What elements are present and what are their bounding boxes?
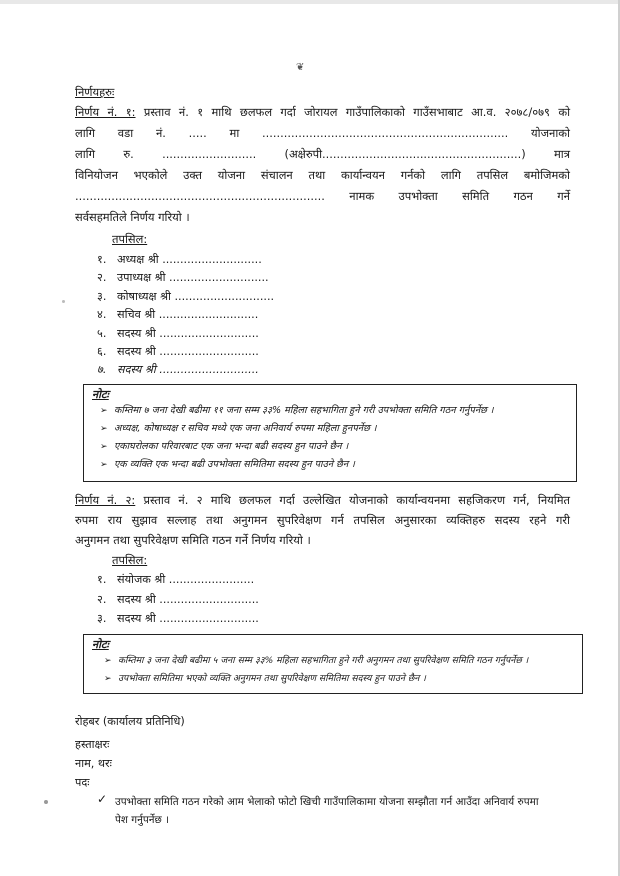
decision2-line3: अनुगमन तथा सुपरिवेक्षण समिति गठन गर्ने निर्णय गरियो । [75, 533, 311, 547]
decision2-line2: रुपमा राय सुझाव सल्लाह तथा अनुगमन सुपरिवेक्षण गर्न तपसिल अनुसारका व्यक्तिहरु सदस्य रहने गरी [75, 513, 570, 527]
decision1-line3: लागि रु. .......................... (अक्षेरुपी.......................................................) मात्र [75, 147, 570, 161]
note-title: नोटः [92, 638, 109, 651]
final-note-line1: उपभोक्ता समिति गठन गरेको आम भेलाको फोटो खिची गाउँपालिकामा योजना सम्झौता गर्न आउँदा अनिवार्य रुपमा [115, 796, 539, 808]
decision1-line1 [75, 104, 570, 120]
member-row: ३. कोषाध्यक्ष श्री ............................ [97, 290, 275, 303]
member-row: ५. सदस्य श्री ............................ [97, 327, 259, 340]
scan-edge [0, 0, 620, 4]
signature-label: हस्ताक्षरः [75, 738, 110, 751]
scan-speck [62, 300, 65, 303]
note-item: ➢ अध्यक्ष, कोषाध्यक्ष र सचिव मध्ये एक जना अनिवार्य रुपमा महिला हुनपर्नेछ । [100, 423, 377, 434]
name-label: नाम, थरः [75, 757, 112, 770]
tapsil-label: तपसिल: [112, 553, 148, 567]
note-item: ➢ उपभोक्ता समितिमा भएको व्यक्ति अनुगमन तथा सुपरिवेक्षण समितिमा सदस्य हुन पाउने छैन । [104, 673, 426, 684]
arrow-icon: ➢ [104, 674, 112, 684]
note-item: ➢ एक व्यक्ति एक भन्दा बढी उपभोक्ता समितिमा सदस्य हुन पाउने छैन । [100, 459, 355, 470]
decision2-label: निर्णय नं. २: [75, 493, 136, 507]
scan-speck: ❦ [296, 62, 305, 73]
tapsil-label: तपसिल: [112, 232, 148, 246]
member-row: १. अध्यक्ष श्री ............................ [97, 253, 262, 266]
checkmark-icon: ✓ [97, 792, 108, 806]
decision1-line2: लागि वडा नं. ..... मा .................................................................... योजनाको [75, 126, 570, 140]
decision1-text: प्रस्ताव नं. १ माथि छलफल गर्दा जोरायल गाउँपालिकाको गाउँसभाबाट आ.व. २०७८/०७९ को [143, 105, 571, 119]
decision1-line5: ..................................................................... नामक उपभोक्ता समिति गठन गर्ने [75, 189, 570, 203]
rohbar-title: रोहबर (कार्यालय प्रतिनिधि) [75, 715, 185, 728]
arrow-icon: ➢ [100, 406, 108, 416]
arrow-icon: ➢ [100, 424, 108, 434]
member-row: ७. सदस्य श्री ............................ [97, 363, 259, 376]
arrow-icon: ➢ [104, 656, 112, 666]
monitor-member-row: २. सदस्य श्री ............................ [97, 593, 259, 606]
decision1-line4: विनियोजन भएकोले उक्त योजना संचालन तथा कार्यान्वयन गर्नको लागि तपसिल बमोजिमको [75, 168, 570, 182]
note-item: ➢ एकाघरोलका परिवारबाट एक जना भन्दा बढी सदस्य हुन पाउने छैन । [100, 441, 349, 452]
decision2-text: प्रस्ताव नं. २ माथि छलफल गर्दा उल्लेखित योजनाको कार्यान्वयनमा सहजिकरण गर्न, नियमित [143, 493, 570, 507]
arrow-icon: ➢ [100, 460, 108, 470]
member-row: २. उपाध्यक्ष श्री ............................ [97, 271, 269, 284]
note-item: ➢ कम्तिमा ३ जना देखी बढीमा ५ जना सम्म ३३% महिला सहभागिता हुने गरी अनुगमन तथा सुपरिवेक्षण समिति गठन गर्नुपर्नेछ । [104, 655, 529, 666]
decision1-line6: सर्वसहमतिले निर्णय गरियो । [75, 210, 190, 224]
note-title: नोटः [92, 388, 109, 401]
note-item: ➢ कम्तिमा ७ जना देखी बढीमा ११ जना सम्म ३३% महिला सहभागिता हुने गरी उपभोक्ता समिति गठन गर्नुपर्नेछ । [100, 405, 494, 416]
arrow-icon: ➢ [100, 442, 108, 452]
member-row: ४. सचिव श्री ............................ [97, 308, 259, 321]
member-row: ६. सदस्य श्री ............................ [97, 345, 259, 358]
scan-speck [44, 800, 48, 804]
final-note-line2: पेश गर्नुपर्नेछ । [115, 814, 170, 826]
decision2-line1 [75, 492, 570, 508]
monitor-member-row: १. संयोजक श्री ........................ [97, 573, 255, 586]
decision1-label: निर्णय नं. १: [75, 105, 136, 119]
decisions-heading: निर्णयहरुः [75, 85, 115, 99]
monitor-member-row: ३. सदस्य श्री ............................ [97, 612, 259, 625]
post-label: पदः [75, 776, 90, 789]
